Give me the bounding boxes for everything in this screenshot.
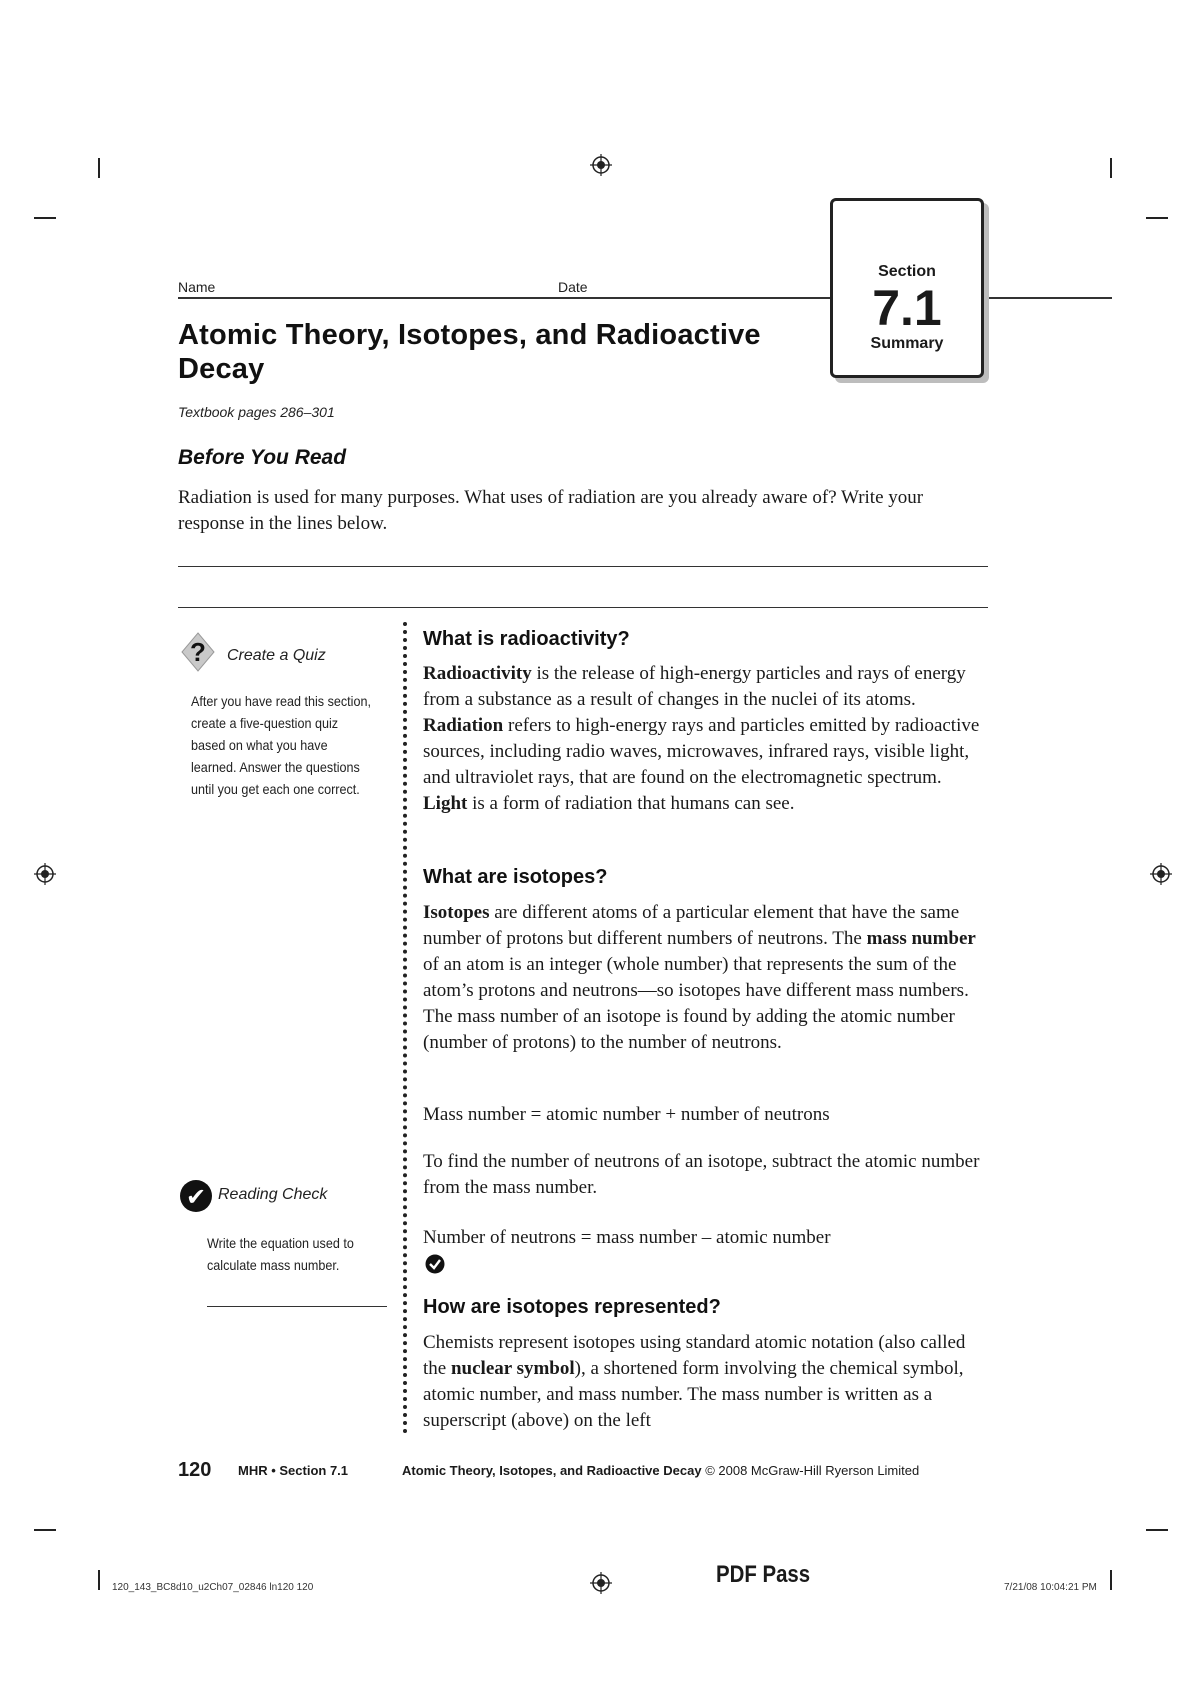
section-number: 7.1 [872,280,942,336]
summary-word: Summary [870,335,944,352]
crop-mark [1146,1529,1168,1531]
before-you-read-heading: Before You Read [178,446,347,469]
crop-mark [1110,1570,1112,1590]
svg-text:✔: ✔ [185,1183,207,1211]
create-quiz-text: After you have read this section, create a five-question quiz based on what you have learned. Answer the questions until you get each one correct. [191,693,371,797]
check-circle-icon [425,1254,445,1274]
term-light: Light [423,793,468,814]
term-mass-number: mass number [866,928,976,949]
section-badge [830,198,984,378]
represented-heading: How are isotopes represented? [423,1296,721,1318]
registration-mark-icon [590,154,612,176]
term-radiation: Radiation [423,715,504,736]
svg-text:?: ? [190,637,206,667]
date-label: Date [558,279,588,295]
reading-check-title: Reading Check [218,1186,328,1203]
radioactivity-heading: What is radioactivity? [423,628,630,650]
name-label: Name [178,279,216,295]
footer-section: MHR • Section 7.1 [238,1463,349,1478]
footer-title: Atomic Theory, Isotopes, and Radioactive Decay © 2008 McGraw-Hill Ryerson Limited [402,1463,920,1478]
term-radioactivity: Radioactivity [423,663,532,684]
slug-right: 7/21/08 10:04:21 PM [1004,1582,1097,1593]
isotopes-heading: What are isotopes? [423,866,608,888]
section-word: Section [878,263,936,280]
reading-check-answer-line[interactable] [207,1306,387,1307]
registration-mark-icon [34,863,56,885]
crop-mark [1146,217,1168,219]
neutrons-paragraph: To find the number of neutrons of an isotope, subtract the atomic number from the mass number. [423,1151,980,1198]
question-diamond-icon [181,632,215,672]
registration-mark-icon [590,1572,612,1594]
response-line[interactable] [178,607,988,608]
page-title: Atomic Theory, Isotopes, and Radioactive Decay [178,319,761,385]
textbook-pages: Textbook pages 286–301 [178,404,335,420]
pdf-pass-label: PDF Pass [716,1561,811,1588]
response-line[interactable] [178,566,988,567]
term-nuclear-symbol: nuclear symbol [450,1358,575,1379]
crop-mark [34,1529,56,1531]
registration-mark-icon [1150,863,1172,885]
page-number: 120 [178,1459,212,1481]
neutrons-equation: Number of neutrons = mass number – atomic number [423,1227,831,1248]
represented-paragraph: Chemists represent isotopes using standard atomic notation (also called the nuclear symbol), a shortened form involving the chemical symbol, atomic number, and mass number. The mass number is written as a superscript (above) on the left [423,1332,966,1431]
before-you-read-prompt: Radiation is used for many purposes. What uses of radiation are you already aware of? Write your response in the lines below. [178,487,924,534]
reading-check-text: Write the equation used to calculate mass number. [207,1235,354,1273]
mass-number-equation: Mass number = atomic number + number of neutrons [423,1104,830,1125]
column-divider [403,622,407,1434]
crop-mark [1110,158,1112,178]
slug-left: 120_143_BC8d10_u2Ch07_02846 ln120 120 [112,1582,314,1593]
create-quiz-title: Create a Quiz [227,647,326,664]
radioactivity-paragraph: Radioactivity is the release of high-energy particles and rays of energy from a substance as a result of changes in the nuclei of its atoms. Radiation refers to high-energy rays and particles emitted by radioactive sources, including radio waves, microwaves, infrared rays, visible light, and ultraviolet rays, that are found on the electromagnetic spectrum. Light is a form of radiation that humans can see. [423,663,980,814]
crop-mark [98,158,100,178]
crop-mark [34,217,56,219]
check-circle-icon [179,1179,213,1213]
isotopes-paragraph: Isotopes are different atoms of a particular element that have the same number of protons but different numbers of neutrons. The mass number of an atom is an integer (whole number) that represents the sum of the atom’s protons and neutrons—so isotopes have different mass numbers. The mass number of an isotope is found by adding the atomic number (number of protons) to the number of neutrons. [423,902,976,1053]
term-isotopes: Isotopes [423,902,490,923]
crop-mark [98,1570,100,1590]
